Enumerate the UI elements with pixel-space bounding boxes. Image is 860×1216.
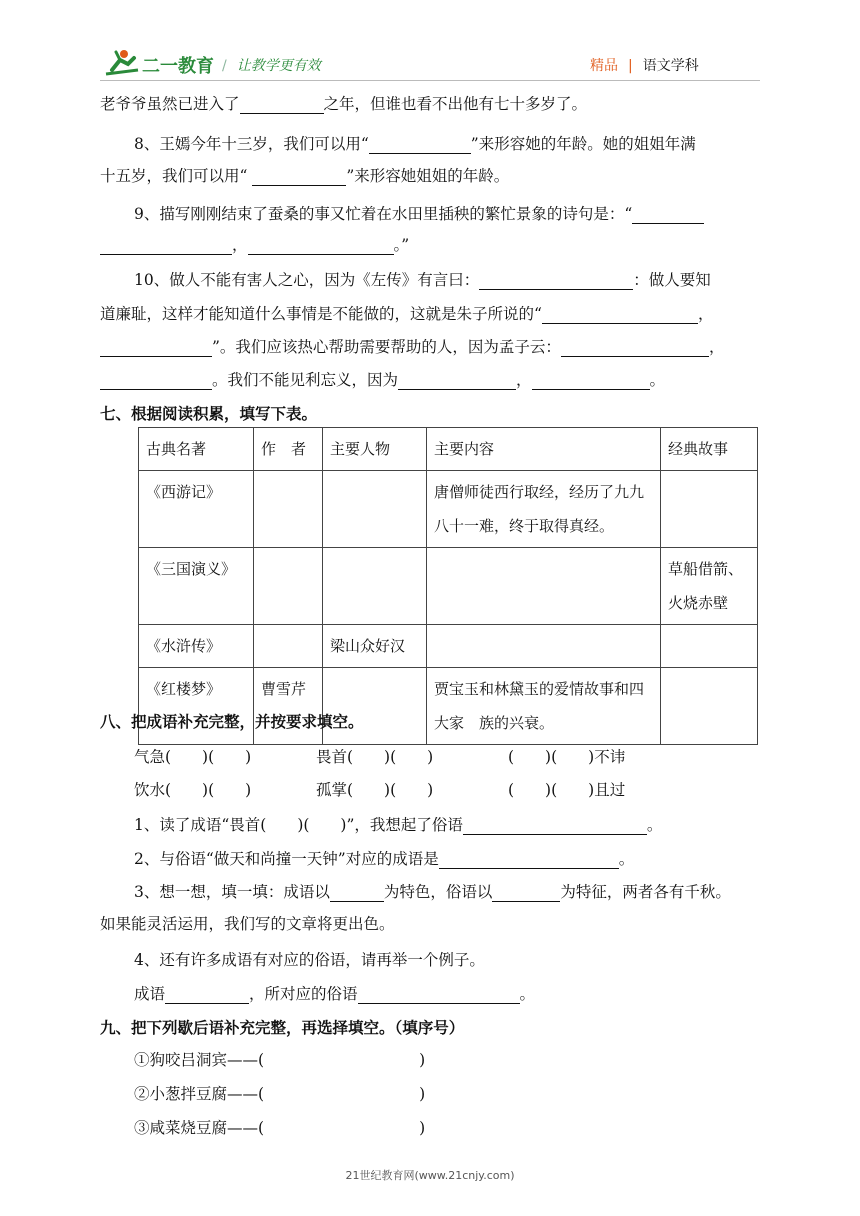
text: 3、想一想，填一填：成语以 <box>134 883 330 901</box>
blank[interactable] <box>248 237 394 255</box>
text: ③咸菜烧豆腐——( <box>134 1119 265 1137</box>
idiom-5[interactable]: 孤掌( )( ) <box>316 781 434 799</box>
q9-line-1 <box>134 202 704 224</box>
table-cell: 贾宝玉和林黛玉的爱情故事和四大家 族的兴衰。 <box>427 668 661 745</box>
table-cell: 曹雪芹 <box>254 668 323 745</box>
table-cell[interactable] <box>323 548 427 625</box>
text: ”来形容她姐姐的年龄。 <box>346 167 510 185</box>
header-divider: | <box>628 58 633 74</box>
text: ②小葱拌豆腐——( <box>134 1085 265 1103</box>
table-cell: 《红楼梦》 <box>139 668 254 745</box>
text: ， <box>708 338 725 356</box>
blank[interactable] <box>252 168 346 186</box>
text: 。我们不能见利忘义，因为 <box>212 371 399 389</box>
text: 。 <box>618 850 635 868</box>
section8-title: 八、把成语补充完整，并按要求填空。 <box>100 713 364 731</box>
table-cell[interactable] <box>661 471 758 548</box>
text: 。 <box>646 816 663 834</box>
header-cell: 主要内容 <box>427 428 661 471</box>
text: 成语 <box>134 985 166 1003</box>
idiom-4[interactable]: 饮水( )( ) <box>134 781 252 799</box>
slogan <box>222 55 321 75</box>
header-cell: 主要人物 <box>323 428 427 471</box>
blank[interactable] <box>165 986 249 1004</box>
q8-line-2 <box>100 164 509 186</box>
header-cell: 古典名著 <box>139 428 254 471</box>
blank[interactable] <box>439 851 619 869</box>
subject-label: 语文学科 <box>642 58 699 74</box>
idiom-6[interactable]: ( )( )且过 <box>508 781 626 799</box>
header-rule <box>100 80 760 81</box>
text: ：做人要知 <box>633 271 711 289</box>
text: 为特色，俗语以 <box>383 883 493 901</box>
table-cell: 《三国演义》 <box>139 548 254 625</box>
jingpin-label: 精品 <box>590 58 618 74</box>
blank[interactable] <box>100 339 212 357</box>
text: 。 <box>519 985 536 1003</box>
q10-line-3 <box>100 335 724 357</box>
idiom-3[interactable]: ( )( )不讳 <box>508 748 626 766</box>
xiehouyu-1 <box>134 1048 425 1070</box>
q10-line-2 <box>100 302 713 324</box>
table-cell[interactable] <box>661 625 758 668</box>
idiom-1[interactable]: 气急( )( ) <box>134 748 252 766</box>
text: 为特征，两者各有千秋。 <box>560 883 731 901</box>
text: ，所对应的俗语 <box>249 985 358 1003</box>
blank[interactable] <box>479 272 633 290</box>
blank[interactable] <box>240 96 324 114</box>
blank[interactable] <box>463 817 647 835</box>
text: ①狗咬吕洞宾——( <box>134 1051 265 1069</box>
blank[interactable] <box>398 372 516 390</box>
table-cell: 草船借箭、火烧赤壁 <box>661 548 758 625</box>
text: ， <box>232 236 248 254</box>
text: ”来形容她的年龄。她的姐姐年满 <box>470 135 696 153</box>
table-cell[interactable] <box>323 668 427 745</box>
blank[interactable] <box>369 136 471 154</box>
classics-table <box>138 427 758 745</box>
q9-line-2 <box>100 233 409 255</box>
s8-q4-answer <box>134 982 535 1004</box>
blank[interactable] <box>632 206 704 224</box>
q10-line-1 <box>134 268 711 290</box>
idiom-2[interactable]: 畏首( )( ) <box>316 748 434 766</box>
blank[interactable] <box>330 884 384 902</box>
blank[interactable] <box>100 237 232 255</box>
header-cell: 作 者 <box>254 428 323 471</box>
text: 9、描写刚刚结束了蚕桑的事又忙着在水田里插秧的繁忙景象的诗句是：“ <box>134 205 633 223</box>
table-cell: 《西游记》 <box>139 471 254 548</box>
text: ) <box>419 1119 426 1137</box>
section7-title: 七、根据阅读积累，填写下表。 <box>100 405 318 423</box>
blank[interactable] <box>358 986 520 1004</box>
q8-line-1 <box>134 132 696 154</box>
slogan-separator: / <box>222 58 227 74</box>
section9-title: 九、把下列歇后语补充完整，再选择填空。（填序号） <box>100 1019 465 1037</box>
text: ) <box>419 1085 426 1103</box>
text: 1、读了成语“畏首( )( )”，我想起了俗语 <box>134 816 463 834</box>
q10-line-4 <box>100 368 665 390</box>
table-cell[interactable] <box>427 625 661 668</box>
table-cell[interactable] <box>323 471 427 548</box>
text: 十五岁，我们可以用“ <box>100 167 253 185</box>
slogan-text: 让教学更有效 <box>236 58 321 74</box>
text: 之年，但谁也看不出他有七十多岁了。 <box>323 95 588 113</box>
header-cell: 经典故事 <box>661 428 758 471</box>
s8-q2 <box>134 847 634 869</box>
table-cell[interactable] <box>254 625 323 668</box>
text: 老爷爷虽然已进入了 <box>100 95 240 113</box>
page-footer: 21世纪教育网(www.21cnjy.com) <box>345 1169 515 1182</box>
text: 。” <box>393 236 410 254</box>
text: ， <box>697 305 714 323</box>
table-cell[interactable] <box>254 548 323 625</box>
text: ) <box>419 1051 426 1069</box>
header-right <box>590 55 699 75</box>
s8-q3-cont: 如果能灵活运用，我们写的文章将更出色。 <box>100 915 395 933</box>
text: 。 <box>649 371 666 389</box>
text: 2、与俗语“做天和尚撞一天钟”对应的成语是 <box>134 850 439 868</box>
s8-q4: 4、还有许多成语有对应的俗语，请再举一个例子。 <box>134 951 485 969</box>
table-row <box>139 625 758 668</box>
blank[interactable] <box>561 339 709 357</box>
text: 道廉耻，这样才能知道什么事情是不能做的，这就是朱子所说的“ <box>100 305 542 323</box>
table-cell: 《水浒传》 <box>139 625 254 668</box>
table-row <box>139 548 758 625</box>
text: 8、王嫣今年十三岁，我们可以用“ <box>134 135 369 153</box>
text: 10、做人不能有害人之心，因为《左传》有言曰： <box>134 271 480 289</box>
table-row <box>139 668 758 745</box>
table-cell[interactable] <box>427 548 661 625</box>
text: ， <box>516 371 532 389</box>
xiehouyu-2 <box>134 1082 425 1104</box>
s8-q3 <box>134 880 731 902</box>
s8-q1 <box>134 813 662 835</box>
blank[interactable] <box>492 884 560 902</box>
table-row <box>139 471 758 548</box>
table-cell[interactable] <box>254 471 323 548</box>
logo-text: 二一教育 <box>142 56 214 77</box>
table-cell[interactable] <box>661 668 758 745</box>
xiehouyu-3 <box>134 1116 425 1138</box>
blank[interactable] <box>532 372 650 390</box>
table-cell: 梁山众好汉 <box>323 625 427 668</box>
table-header-row <box>139 428 758 471</box>
text: ”。我们应该热心帮助需要帮助的人，因为孟子云： <box>212 338 561 356</box>
logo-icon <box>104 48 140 78</box>
q7-tail-line <box>100 92 587 114</box>
blank[interactable] <box>100 372 212 390</box>
blank[interactable] <box>542 306 698 324</box>
table-cell: 唐僧师徒西行取经，经历了九九八十一难，终于取得真经。 <box>427 471 661 548</box>
